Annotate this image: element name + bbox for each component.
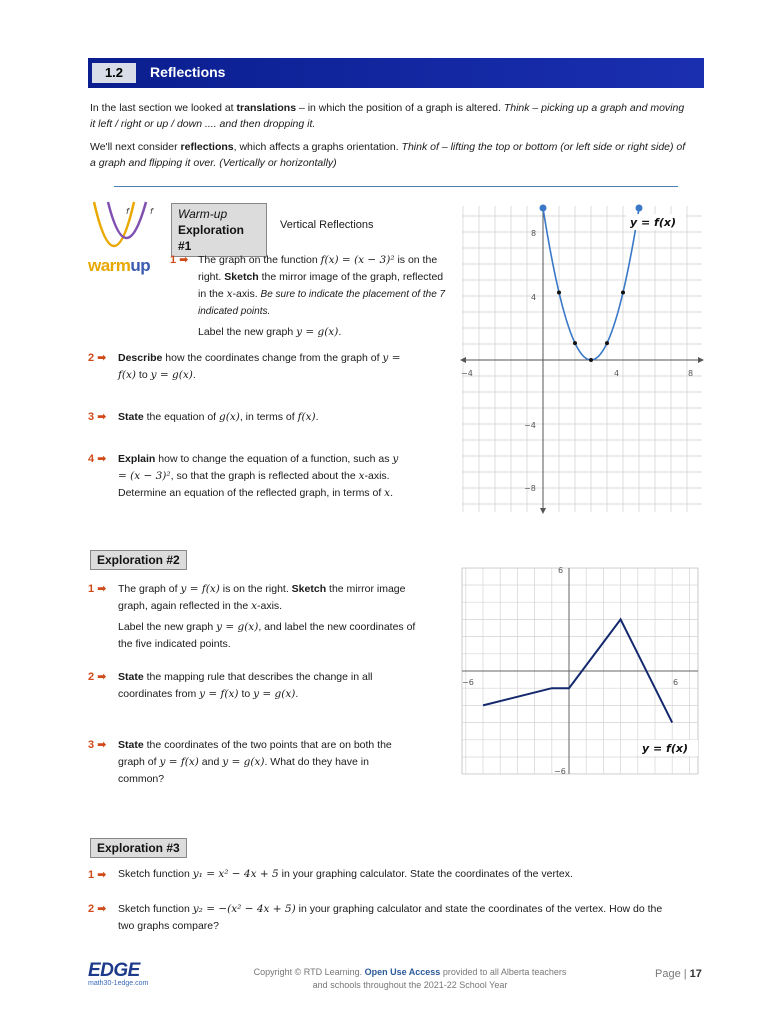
- section-title: Reflections: [150, 64, 226, 80]
- svg-text:f: f: [150, 207, 153, 216]
- graph1-tick-x-4: 4: [614, 369, 620, 378]
- intro-paragraph-2: We'll next consider reflections, which affects a graphs orientation. Think of – lifting the top or bottom (or left side or right side) of a graph and flipping it over. (Vertically or horizontally): [90, 141, 686, 169]
- divider: [114, 186, 678, 187]
- exploration-2-box: Exploration #2: [90, 550, 187, 570]
- exp2-question-1: The graph of y = f(x) is on the right. Sketch the mirror image graph, again reflected in the x-axis. Label the new graph y = g(x), and label the new coordinates of the five indicated points.: [118, 583, 416, 650]
- warmup-parabola-icon: [88, 198, 164, 258]
- copyright-notice: Copyright © RTD Learning. Open Use Access provided to all Alberta teachers and schools throughout the 2021-22 School Year: [253, 967, 567, 990]
- graph2-tick-y-neg6: −6: [554, 767, 566, 776]
- parabola-point: [540, 205, 547, 212]
- graph1-tick-y-neg8: −8: [524, 484, 536, 493]
- exploration-3-box: Exploration #3: [90, 838, 187, 858]
- warmup-label: Warm-up: [178, 207, 228, 221]
- exp3-q2-arrow-icon: 2 ➡: [88, 903, 107, 915]
- page-number: Page | 17: [655, 968, 702, 980]
- graph1-label: y = f(x): [630, 216, 676, 229]
- graph2-tick-y-6: 6: [558, 566, 564, 575]
- parabola-point: [573, 341, 577, 345]
- exp3-question-2: Sketch function y₂ = −(x² − 4x + 5) in your graphing calculator and state the coordinates of the vertex. How do the two graphs compare?: [118, 903, 663, 932]
- parabola-point: [621, 290, 625, 294]
- q2-arrow-icon: 2 ➡: [88, 352, 107, 364]
- exp3-q1-arrow-icon: 1 ➡: [88, 869, 107, 881]
- warmup-question-3: State the equation of g(x), in terms of f(x).: [118, 411, 319, 423]
- svg-text:f: f: [126, 207, 129, 216]
- edge-logo: [88, 960, 178, 992]
- graph1-tick-x-8: 8: [688, 369, 694, 378]
- section-banner: [88, 58, 704, 88]
- exp2-q3-arrow-icon: 3 ➡: [88, 739, 107, 751]
- parabola-point: [557, 290, 561, 294]
- q3-arrow-icon: 3 ➡: [88, 411, 107, 423]
- q1-arrow-icon: 1 ➡: [170, 254, 189, 266]
- section-number: 1.2: [92, 63, 136, 83]
- graph-piecewise: [460, 562, 702, 776]
- parabola-point: [589, 358, 593, 362]
- graph1-tick-y-8: 8: [531, 229, 537, 238]
- edge-logo-url: math30-1edge.com: [88, 980, 149, 987]
- exp2-q1-arrow-icon: 1 ➡: [88, 583, 107, 595]
- graph1-tick-x-neg4: −4: [461, 369, 473, 378]
- warmup-exploration-box: [171, 203, 267, 257]
- parabola-point: [605, 341, 609, 345]
- graph1-grid: [462, 206, 702, 512]
- exp2-question-2: State the mapping rule that describes the change in all coordinates from y = f(x) to y = g(x).: [118, 671, 373, 700]
- graph2-tick-x-neg6: −6: [462, 678, 474, 687]
- graph1-tick-y-4: 4: [531, 293, 537, 302]
- exp3-question-1: Sketch function y₁ = x² − 4x + 5 in your graphing calculator. State the coordinates of the vertex.: [118, 868, 573, 880]
- exp2-question-3: State the coordinates of the two points that are on both the graph of y = f(x) and y = g(x). What do they have in common?: [118, 739, 392, 785]
- warmup-question-2: Describe how the coordinates change from the graph of y = f(x) to y = g(x).: [118, 352, 401, 381]
- vertical-reflections-subtitle: Vertical Reflections: [280, 219, 374, 231]
- logo-text-up: up: [130, 256, 151, 275]
- edge-logo-text: EDGE: [88, 960, 140, 981]
- warmup-question-4: Explain how to change the equation of a function, such as y = (x − 3)², so that the graph is reflected about the x-axis. Determine an equation of the reflected graph, in terms of x.: [118, 453, 399, 499]
- warmup-logo: [88, 198, 164, 278]
- exp2-q2-arrow-icon: 2 ➡: [88, 671, 107, 683]
- graph1-x-arrow-right: [698, 357, 704, 363]
- graph1-y-arrow-down: [540, 508, 546, 514]
- exploration-1-label: Exploration #1: [178, 223, 245, 253]
- q4-arrow-icon: 4 ➡: [88, 453, 107, 465]
- graph1-tick-y-neg4: −4: [524, 421, 536, 430]
- graph2-label: y = f(x): [642, 742, 688, 755]
- graph2-tick-x-6: 6: [673, 678, 679, 687]
- warmup-question-1: The graph on the function f(x) = (x − 3)² is on the right. Sketch the mirror image of the graph, reflected in the x-axis. Be sure to indicate the placement of the 7 indicated points. Label the new graph y = g(x).: [198, 254, 446, 338]
- logo-text-warm: warm: [88, 256, 131, 275]
- intro-paragraph-1: In the last section we looked at translations – in which the position of a graph is altered. Think – picking up a graph and moving it left / right or up / down .... and then dropping it.: [90, 102, 685, 130]
- graph-parabola: [456, 200, 706, 516]
- parabola-point: [636, 205, 643, 212]
